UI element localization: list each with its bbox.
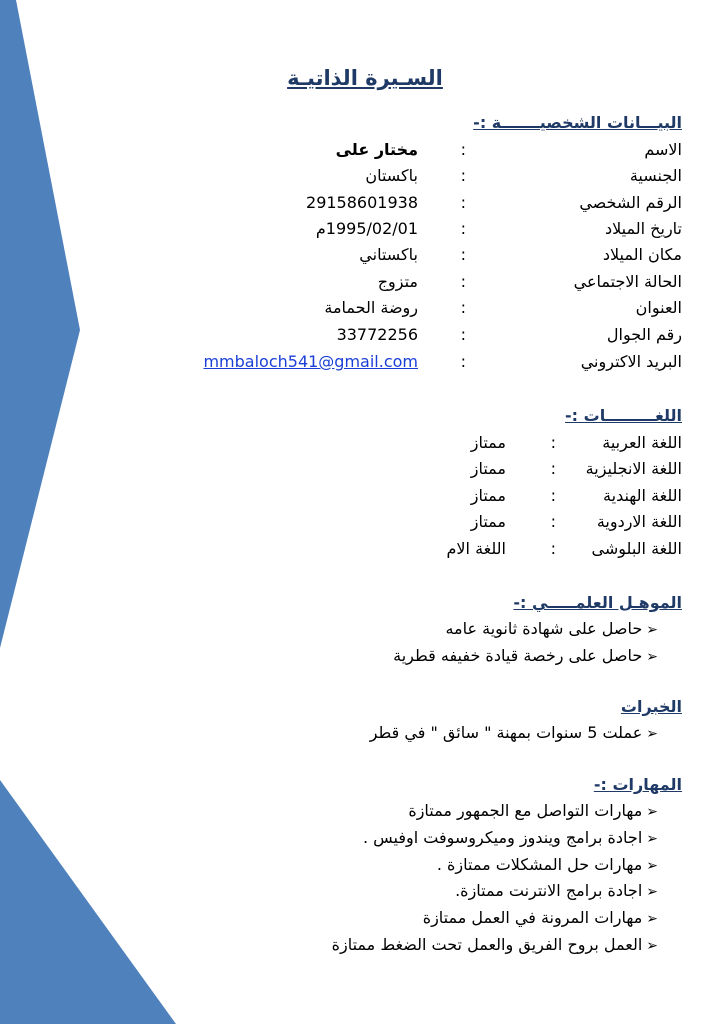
- language-level: ممتاز: [470, 512, 506, 531]
- skill-text: اجادة برامج الانترنت ممتازة.: [455, 881, 643, 900]
- colon: :: [460, 219, 466, 238]
- language-level: ممتاز: [470, 486, 506, 505]
- address-value: روضة الحمامة: [324, 298, 418, 317]
- qualification-text: حاصل على شهادة ثانوية عامه: [445, 619, 643, 638]
- language-row: [0, 459, 724, 485]
- skill-item: [437, 855, 658, 874]
- skill-item: [408, 801, 658, 820]
- language-label: اللغة الاردوية: [596, 512, 682, 531]
- field-label: مكان الميلاد: [602, 245, 682, 264]
- arrow-bullet-icon: ➢: [646, 938, 658, 954]
- field-label: رقم الجوال: [606, 325, 682, 344]
- skill-text: مهارات المرونة في العمل ممتازة: [422, 908, 643, 927]
- colon: :: [460, 272, 466, 291]
- skill-item: [455, 881, 658, 900]
- id-number-value: 29158601938: [306, 193, 418, 212]
- skill-text: مهارات التواصل مع الجمهور ممتازة: [408, 801, 643, 820]
- experience-text: عملت 5 سنوات بمهنة " سائق " في قطر: [369, 723, 643, 742]
- arrow-bullet-icon: ➢: [646, 649, 658, 665]
- arrow-bullet-icon: ➢: [646, 622, 658, 638]
- skill-item: [423, 908, 658, 927]
- language-label: اللغة الهندية: [603, 486, 682, 505]
- colon: :: [550, 512, 556, 531]
- skill-text: اجادة برامج ويندوز وميكروسوفت اوفيس .: [362, 828, 643, 847]
- field-label: تاريخ الميلاد: [605, 219, 682, 238]
- colon: :: [460, 352, 466, 371]
- language-row: [0, 512, 724, 538]
- colon: :: [550, 486, 556, 505]
- qualification-text: حاصل على رخصة قيادة خفيفه قطرية: [393, 646, 643, 665]
- field-label: الجنسية: [629, 166, 682, 185]
- personal-row: [0, 245, 724, 271]
- field-label: الرقم الشخصي: [579, 193, 682, 212]
- mobile-value: 33772256: [336, 325, 418, 344]
- personal-row: [0, 352, 724, 378]
- arrow-bullet-icon: ➢: [646, 831, 658, 847]
- skill-text: مهارات حل المشكلات ممتازة .: [436, 855, 643, 874]
- qualifications-heading: الموهـل العلمـــــي :-: [513, 593, 682, 612]
- language-level: اللغة الام: [446, 539, 506, 558]
- colon: :: [460, 245, 466, 264]
- language-row: [0, 486, 724, 512]
- email-link[interactable]: mmbaloch541@gmail.com: [203, 352, 418, 371]
- language-label: اللغة العربية: [602, 433, 682, 452]
- birthdate-value: 1995/02/01م: [315, 219, 418, 238]
- field-label: البريد الاكتروني: [580, 352, 682, 371]
- arrow-bullet-icon: ➢: [646, 726, 658, 742]
- language-label: اللغة البلوشى: [591, 539, 682, 558]
- colon: :: [460, 140, 466, 159]
- colon: :: [460, 193, 466, 212]
- personal-row: [0, 219, 724, 245]
- experience-heading: الخبرات: [620, 697, 682, 716]
- language-row: [0, 433, 724, 459]
- skill-text: العمل بروح الفريق والعمل تحت الضغط ممتازة: [331, 935, 643, 954]
- qualification-item: [393, 646, 658, 665]
- personal-row: [0, 193, 724, 219]
- colon: :: [460, 325, 466, 344]
- page-title: السـيرة الذاتيـة: [287, 66, 443, 90]
- personal-heading: البيـــانات الشخصيـــــــة :-: [473, 113, 682, 132]
- colon: :: [460, 166, 466, 185]
- experience-item: [370, 723, 658, 742]
- arrow-bullet-icon: ➢: [646, 884, 658, 900]
- arrow-bullet-icon: ➢: [646, 858, 658, 874]
- personal-row: [0, 272, 724, 298]
- languages-heading: اللغـــــــــات :-: [565, 406, 682, 425]
- field-label: الاسم: [644, 140, 682, 159]
- colon: :: [550, 433, 556, 452]
- personal-row: [0, 166, 724, 192]
- skill-item: [332, 935, 658, 954]
- name-value: مختار على: [335, 140, 418, 159]
- colon: :: [550, 459, 556, 478]
- arrow-bullet-icon: ➢: [646, 804, 658, 820]
- qualification-item: [445, 619, 658, 638]
- nationality-value: باكستان: [365, 166, 418, 185]
- personal-row: [0, 298, 724, 324]
- skill-item: [363, 828, 658, 847]
- colon: :: [460, 298, 466, 317]
- language-level: ممتاز: [470, 433, 506, 452]
- arrow-bullet-icon: ➢: [646, 911, 658, 927]
- marital-status-value: متزوج: [377, 272, 418, 291]
- blue-corner-shape: [0, 780, 176, 1024]
- language-label: اللغة الانجليزية: [585, 459, 682, 478]
- field-label: العنوان: [635, 298, 682, 317]
- field-label: الحالة الاجتماعي: [573, 272, 682, 291]
- personal-row: [0, 140, 724, 166]
- skills-heading: المهارات :-: [593, 775, 682, 794]
- colon: :: [550, 539, 556, 558]
- personal-row: [0, 325, 724, 351]
- birthplace-value: باكستاني: [359, 245, 418, 264]
- language-level: ممتاز: [470, 459, 506, 478]
- language-row: [0, 539, 724, 565]
